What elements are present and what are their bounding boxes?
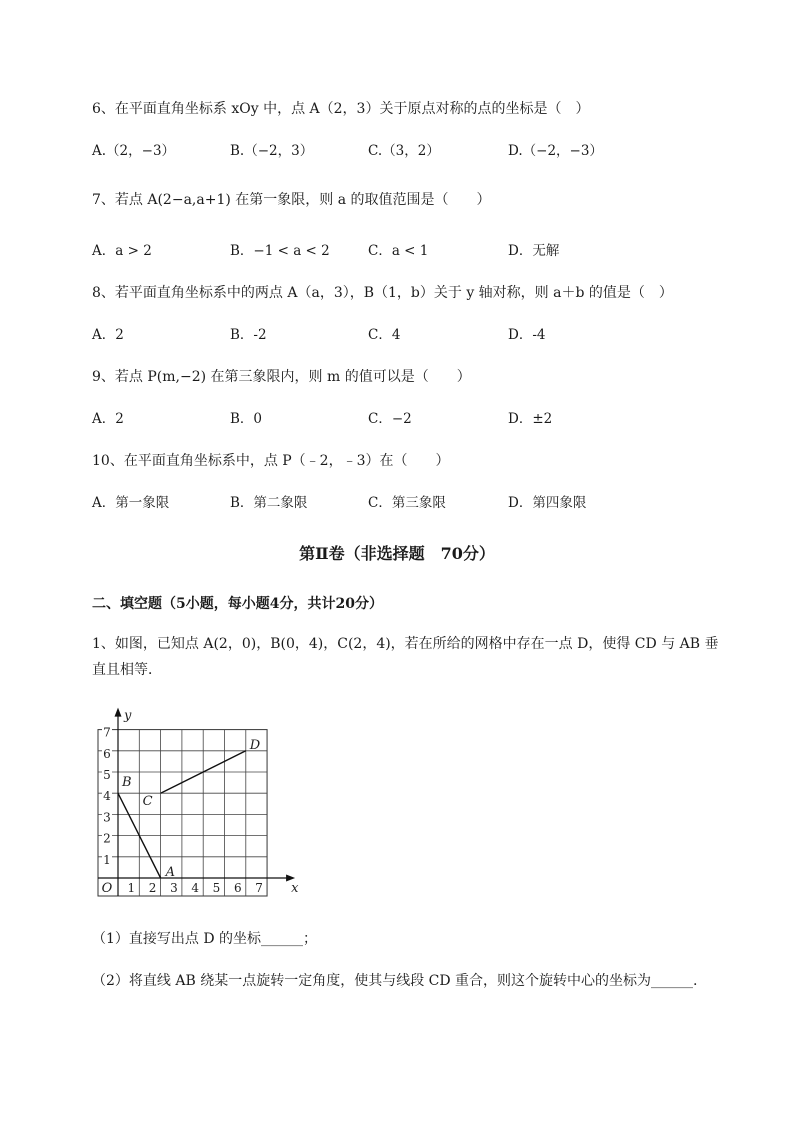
question-9-option-d: D．±2 (508, 411, 553, 427)
question-8-stem: 8、若平面直角坐标系中的两点 A（a，3），B（1，b）关于 y 轴对称，则 a＋b 的值是（ ） (92, 285, 673, 301)
x-tick-label: 2 (148, 881, 157, 895)
question-7-option-c: C．a < 1 (368, 243, 429, 259)
y-axis-arrow (115, 708, 122, 717)
question-10-option-c: C．第三象限 (368, 495, 446, 511)
question-10-option-d: D．第四象限 (508, 495, 587, 511)
question-6-option-d: D.（−2，−3） (508, 143, 603, 159)
coordinate-grid-figure (90, 702, 300, 902)
question-10-option-b: B．第二象限 (230, 495, 308, 511)
question-7-option-d: D．无解 (508, 243, 560, 259)
point-label-d: D (249, 737, 261, 753)
y-tick-label: 5 (103, 768, 111, 782)
question-8-option-a: A．2 (92, 327, 124, 343)
point-label-b: B (122, 775, 132, 791)
grid-frame (98, 730, 267, 896)
x-tick-label: 5 (212, 881, 221, 895)
question-9-option-c: C．−2 (368, 411, 412, 427)
question-8-option-c: C．4 (368, 327, 401, 343)
question-6-stem: 6、在平面直角坐标系 xOy 中，点 A（2，3）关于原点对称的点的坐标是（ ） (92, 101, 590, 117)
section-title: 第Ⅱ卷（非选择题 70分） (299, 544, 495, 563)
question-9-option-a: A．2 (92, 411, 124, 427)
question-7-option-a: A．a > 2 (92, 243, 152, 259)
y-axis-label: y (124, 708, 132, 724)
y-tick-label: 3 (103, 810, 111, 825)
question-6-option-b: B.（−2，3） (230, 143, 314, 159)
x-tick-label: 3 (170, 881, 178, 895)
y-tick-label: 7 (103, 725, 111, 740)
question-8-option-b: B．-2 (230, 327, 267, 343)
grid-lines (98, 730, 267, 896)
x-tick-label: 7 (255, 881, 263, 895)
figure-labels (102, 709, 299, 896)
point-label-c: C (142, 794, 153, 810)
question-7-stem: 7、若点 A(2−a,a+1) 在第一象限，则 a 的取值范围是（ ） (92, 192, 491, 208)
axes (98, 708, 295, 896)
fill-question-1-part-1: （1）直接写出点 D 的坐标______； (92, 931, 318, 947)
question-6-option-a: A.（2，−3） (92, 143, 176, 159)
section-heading: 二、填空题（5小题，每小题4分，共计20分） (92, 596, 383, 612)
y-tick-label: 1 (103, 852, 111, 867)
y-tick-label: 2 (103, 831, 111, 846)
x-tick-label: 1 (127, 881, 136, 895)
question-6-option-c: C.（3，2） (368, 143, 440, 159)
question-10-stem: 10、在平面直角坐标系中，点 P（﹣2，﹣3）在（ ） (92, 453, 450, 469)
question-8-option-d: D．-4 (508, 327, 546, 343)
question-9-option-b: B．0 (230, 411, 263, 427)
point-label-a: A (165, 865, 175, 880)
fill-question-1-stem: 1、如图，已知点 A(2，0)，B(0，4)，C(2，4)，若在所给的网格中存在一点 D，使得 CD 与 AB 垂直且相等． (92, 636, 719, 678)
x-tick-label: 4 (191, 881, 200, 895)
x-tick-label: 6 (233, 881, 242, 895)
question-9-stem: 9、若点 P(m,−2) 在第三象限内，则 m 的值可以是（ ） (92, 369, 471, 385)
y-tick-label: 6 (103, 746, 111, 761)
question-7-option-b: B．−1 < a < 2 (230, 243, 330, 259)
y-tick-label: 4 (103, 789, 111, 804)
x-axis-label: x (291, 881, 299, 896)
question-10-option-a: A．第一象限 (92, 495, 170, 511)
fill-question-1-part-2: （2）将直线 AB 绕某一点旋转一定角度，使其与线段 CD 重合，则这个旋转中心的坐标为______. (92, 973, 698, 989)
origin-label: O (101, 881, 113, 896)
